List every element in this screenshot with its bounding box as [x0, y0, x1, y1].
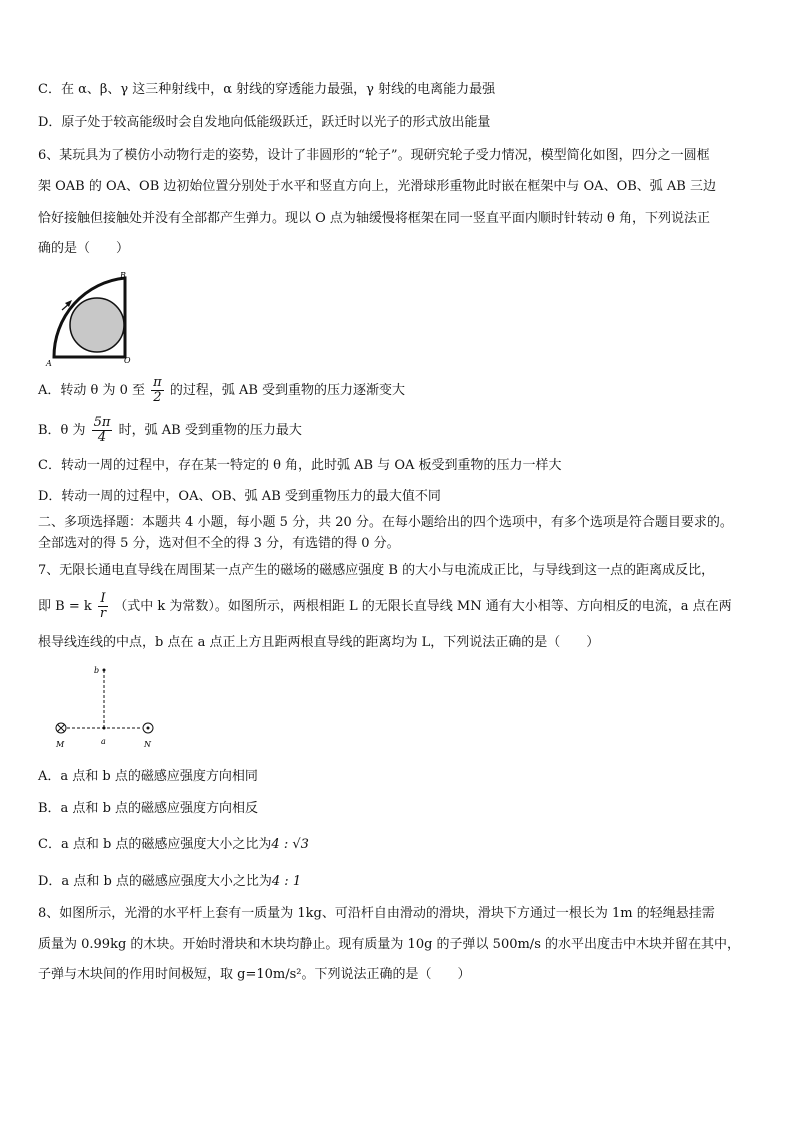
q6-option-a	[38, 376, 758, 405]
q7-option-c	[38, 835, 758, 855]
fraction-denominator: 4	[97, 430, 107, 445]
q7-option-c-text: C．a 点和 b 点的磁感应强度大小之比为	[38, 837, 272, 852]
q6-option-b	[38, 416, 758, 445]
q6-stem-line3: 恰好接触但接触处并没有全部都产生弹力。现以 O 点为轴缓慢将框架在同一竖直平面内顺时针转动 θ 角，下列说法正	[38, 211, 711, 226]
q6-option-b-fraction	[92, 416, 113, 445]
label-b: b	[94, 666, 100, 675]
q6-stem-line4: 确的是（ ）	[38, 241, 130, 256]
q7-option-c-ratio: 4 : √3	[271, 837, 309, 852]
q7-option-d	[38, 872, 758, 892]
q6-stem-line1: 6、某玩具为了模仿小动物行走的姿势，设计了非圆形的“轮子”。现研究轮子受力情况，模型简化如图，四分之一圆框	[38, 148, 710, 163]
q8-stem-line2: 质量为 0.99kg 的木块。开始时滑块和木块均静止。现有质量为 10g 的子弹以 500m/s 的水平出度击中木块并留在其中，	[38, 937, 740, 952]
ball	[70, 298, 124, 352]
section2-heading-line2: 全部选对的得 5 分，选对但不全的得 3 分，有选错的得 0 分。	[38, 536, 400, 551]
label-a: a	[101, 737, 106, 746]
q6-option-b-pre: B．θ 为	[38, 423, 86, 438]
q7-option-a: A．a 点和 b 点的磁感应强度方向相同	[38, 769, 258, 784]
q6-option-b-post: 时，弧 AB 受到重物的压力最大	[118, 423, 302, 438]
q8-stem-line3: 子弹与木块间的作用时间极短，取 g=10m/s²。下列说法正确的是（ ）	[38, 967, 471, 982]
q8-stem-line1: 8、如图所示，光滑的水平杆上套有一质量为 1kg、可沿杆自由滑动的滑块，滑块下方通过一根长为 1m 的轻绳悬挂需	[38, 906, 715, 921]
label-o: O	[124, 356, 131, 365]
q6-option-d: D．转动一周的过程中，OA、OB、弧 AB 受到重物压力的最大值不同	[38, 489, 441, 504]
q7-stem-line3: 根导线连线的中点，b 点在 a 点正上方且距两根直导线的距离均为 L，下列说法正确的是（ ）	[38, 635, 600, 650]
fraction-numerator: 5π	[93, 415, 111, 430]
q7-formula-post: （式中 k 为常数）。如图所示，两根相距 L 的无限长直导线 MN 通有大小相等、方向相反的电流，a 点在两	[114, 599, 732, 614]
q7-stem-line2	[38, 592, 758, 622]
label-b: B	[120, 271, 126, 280]
section2-heading-line1: 二、多项选择题：本题共 4 小题，每小题 5 分，共 20 分。在每小题给出的四个选项中，有多个选项是符合题目要求的。	[38, 515, 733, 530]
q7-option-d-ratio: 4 : 1	[271, 874, 302, 889]
fraction-denominator: r	[99, 606, 107, 621]
q6-option-a-pre: A．转动 θ 为 0 至	[38, 383, 146, 398]
label-n: N	[144, 740, 151, 749]
q6-stem-line2: 架 OAB 的 OA、OB 边初始位置分别处于水平和竖直方向上，光滑球形重物此时嵌在框架中与 OA、OB、弧 AB 三边	[38, 179, 716, 194]
q6-frame-figure	[42, 270, 142, 370]
q5-option-d: D．原子处于较高能级时会自发地向低能级跃迁，跃迁时以光子的形式放出能量	[38, 115, 491, 130]
q7-formula-fraction	[98, 592, 108, 621]
q7-option-b: B．a 点和 b 点的磁感应强度方向相反	[38, 801, 259, 816]
q7-wires-figure	[50, 660, 170, 752]
q5-option-c: C．在 α、β、γ 这三种射线中，α 射线的穿透能力最强，γ 射线的电离能力最强	[38, 82, 496, 97]
fraction-numerator: π	[153, 375, 162, 390]
label-a: A	[46, 359, 52, 368]
q7-formula-pre: 即 B = k	[38, 599, 92, 614]
q6-option-c: C．转动一周的过程中，存在某一特定的 θ 角，此时弧 AB 与 OA 板受到重物的压力一样大	[38, 458, 562, 473]
label-m: M	[56, 740, 65, 749]
q7-stem-line1: 7、无限长通电直导线在周围某一点产生的磁场的磁感应强度 B 的大小与电流成正比，与导线到这一点的距离成反比，	[38, 563, 715, 578]
q6-option-a-post: 的过程，弧 AB 受到重物的压力逐渐变大	[169, 383, 406, 398]
point-a	[103, 727, 106, 730]
fraction-numerator: I	[98, 592, 108, 607]
q6-option-a-fraction	[151, 376, 164, 405]
fraction-denominator: 2	[153, 390, 162, 405]
q7-option-d-text: D．a 点和 b 点的磁感应强度大小之比为	[38, 874, 272, 889]
